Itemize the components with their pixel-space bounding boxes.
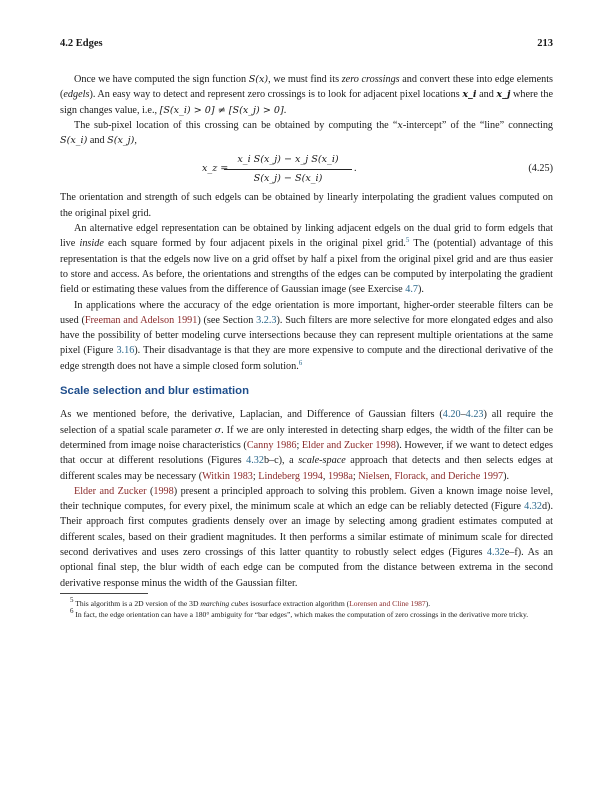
emphasis: scale-space <box>298 455 346 467</box>
crossref-link[interactable]: 4.7 <box>405 284 418 296</box>
text: ) (see Section <box>197 314 257 326</box>
crossref-link[interactable]: 3.2.3 <box>256 314 277 326</box>
citation-link[interactable]: Elder and Zucker <box>74 485 147 497</box>
crossref-link[interactable]: 4.23 <box>465 409 484 421</box>
text: An alternative edgel representation can be obtained by linking adjacent edgels on the dual grid to form edgels that live <box>60 223 553 250</box>
citation-link[interactable]: Elder and Zucker 1998 <box>301 439 396 451</box>
footnote-rule <box>60 593 148 594</box>
footnote-5 <box>60 595 553 609</box>
crossref-link[interactable]: 4.32 <box>246 455 264 467</box>
text: ). Their disadvantage is that they are more expensive to compute and the directional derivative of the edge strength does not have a simple closed form solution. <box>60 345 553 372</box>
crossref-link[interactable]: 4.32 <box>524 501 542 513</box>
text: ; <box>352 470 359 482</box>
text: and convert these into edge elements ( <box>60 74 554 101</box>
equation-4-25 <box>60 150 553 186</box>
math-inline: S(x_j) <box>107 135 135 147</box>
text: . <box>283 104 287 116</box>
text: ). <box>503 470 510 482</box>
equation-period: . <box>354 163 357 175</box>
crossref-link[interactable]: 4.20 <box>442 409 461 421</box>
section-title: 4.2 Edges <box>60 38 103 49</box>
footnote-6 <box>60 606 553 620</box>
text: ). However, if we want to detect edges that occur at different resolutions (Figures <box>60 439 553 467</box>
paragraph-5 <box>60 298 553 374</box>
citation-link[interactable]: Canny 1986 <box>246 439 297 451</box>
page-number: 213 <box>537 38 553 49</box>
math-inline: [S(x_i) > 0] ≠ [S(x_j) > 0] <box>159 104 284 116</box>
paragraph-1 <box>60 72 553 118</box>
text: approach that detects and then selects edges at different scales may be necessary ( <box>60 455 553 482</box>
math-inline: σ <box>214 424 222 436</box>
paragraph-4 <box>60 221 553 297</box>
equation-lhs: x_z = <box>202 163 229 175</box>
text: and <box>87 135 108 147</box>
emphasis: edgels <box>63 89 90 101</box>
paragraph-3: The orientation and strength of such edgels can be obtained by linearly interpolating the gradient values computed on the original pixel grid. <box>60 192 553 219</box>
text: d). Their approach first computes gradients densely over an image by selecting among gradient estimates computed at different scales, based on their gradient magnitudes. It then performs a similar estimate of minimum scale for directed second derivatives and uses zero crossings of this latter quantity to robustly select edges (Figures <box>60 501 553 559</box>
text: , we must find its <box>268 74 342 85</box>
footnote-mark: 6 <box>70 606 74 615</box>
equation-number: (4.25) <box>528 163 553 175</box>
text: Once we have computed the sign function <box>74 74 249 85</box>
text: ) present a principled approach to solving this problem. Given a known image noise level, their technique computes, for every pixel, the minimum scale at which an edge can be reliably detected (Figure <box>60 485 553 513</box>
main-text <box>60 72 553 620</box>
footnote-ref-6[interactable]: 6 <box>298 358 303 367</box>
math-inline: S(x_i) <box>60 135 88 147</box>
citation-link[interactable]: Freeman and Adelson 1991 <box>84 314 198 326</box>
footnote-mark: 5 <box>70 595 74 604</box>
text: e–f). As an optional final step, the blur width of each edge can be computed from the distance between extrema in the second derivative response minus the width of the Gaussian filter. <box>60 547 553 589</box>
citation-link[interactable]: Witkin 1983 <box>202 470 253 482</box>
math-inline: x_i <box>462 89 477 101</box>
paragraph-2 <box>60 118 553 149</box>
text: and <box>476 89 497 101</box>
text: This algorithm is a 2D version of the 3D <box>75 598 201 608</box>
citation-link[interactable]: 1998a <box>328 470 353 482</box>
text: ). An easy way to detect and represent zero crossings is to look for adjacent pixel locations <box>89 89 463 101</box>
text: ) all require the selection of a spatial scale parameter <box>60 409 553 436</box>
text: ). Such filters are more selective for more elongated edges and also have the possibility of better modeling curve intersections because they can represent multiple orientations at the same pixel (Figure <box>60 314 553 357</box>
text: As we mentioned before, the derivative, Laplacian, and Difference of Gaussian filters ( <box>60 409 443 421</box>
equation-denominator: S(x_j) − S(x_i) <box>253 172 323 184</box>
math-inline: S(x) <box>248 74 269 85</box>
text: , <box>322 470 328 482</box>
text: ; <box>252 470 259 482</box>
emphasis: inside <box>79 238 104 250</box>
text: -intercept” of the “line” connecting <box>402 119 554 131</box>
crossref-link[interactable]: 3.16 <box>116 345 135 357</box>
citation-link[interactable]: Nielsen, Florack, and Deriche 1997 <box>358 470 504 482</box>
emphasis: marching cubes <box>200 598 249 608</box>
text: In applications where the accuracy of the edge orientation is more important, higher-order steerable filters can be used ( <box>60 299 553 326</box>
text: – <box>460 409 466 421</box>
crossref-link[interactable]: 4.32 <box>486 547 505 559</box>
text: The (potential) advantage of this representation is that the edgels now live on a grid offset by half a pixel from the original pixel grid and are thus easier to store and access. As before, the orientations and strengths of the edges can be computed by interpolating the gradient field or estimating these values from the difference of Gaussian image (see Exercise <box>60 238 553 296</box>
emphasis: zero crossings <box>341 74 400 85</box>
text: b–c), a <box>263 455 299 467</box>
equation-fraction <box>224 152 352 186</box>
paragraph-6 <box>60 407 553 483</box>
text: each square formed by four adjacent pixels in the original pixel grid. <box>103 238 406 250</box>
running-header <box>60 38 553 54</box>
text: ; <box>296 439 302 451</box>
text: ( <box>146 485 154 497</box>
math-inline: x <box>397 119 403 131</box>
text: . If we are only interested in detecting sharp edges, the width of the filter can be determined from image noise characteristics ( <box>60 424 553 451</box>
footnote-ref-5[interactable]: 5 <box>405 236 410 245</box>
text: isosurface extraction algorithm ( <box>248 598 350 608</box>
math-inline: x_j <box>496 89 511 101</box>
text: , <box>134 135 137 147</box>
citation-link[interactable]: Lindeberg 1994 <box>258 470 323 482</box>
text: ). <box>425 598 431 608</box>
paragraph-7 <box>60 484 553 591</box>
section-heading: Scale selection and blur estimation <box>60 385 249 398</box>
equation-numerator: x_i S(x_j) − x_j S(x_i) <box>224 152 352 169</box>
text: ). <box>417 284 424 296</box>
citation-link[interactable]: 1998 <box>153 485 174 497</box>
text: The sub-pixel location of this crossing can be obtained by computing the “ <box>74 119 398 131</box>
text: where the sign changes value, i.e., <box>60 89 553 116</box>
citation-link[interactable]: Lorensen and Cline 1987 <box>349 598 426 608</box>
text: In fact, the edge orientation can have a 180° ambiguity for “bar edges”, which makes the computation of zero crossings in the derivative more tricky. <box>75 609 529 619</box>
